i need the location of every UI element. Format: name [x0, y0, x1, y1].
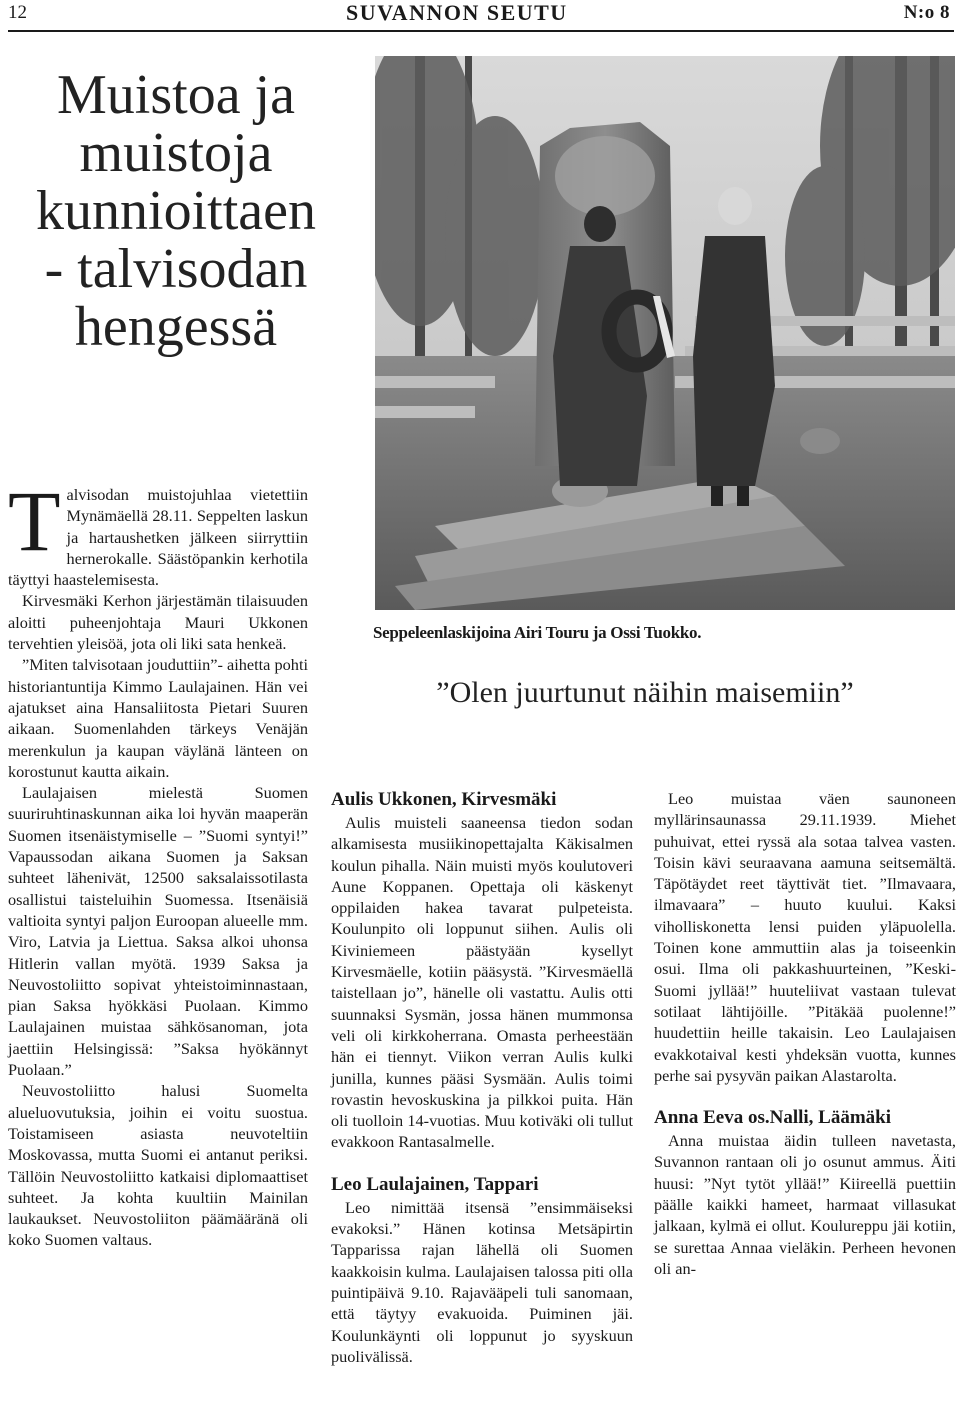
article-paragraph: Neuvostoliitto halusi Suomelta alueluovutuksia, joihin ei voitu suostua. Toistamiseen asiasta neuvoteltiin Moskovassa, mutta Suomi ei antanut periksi. Tällöin Neuvostoliitto katkaisi diplomaattiset suhteet. Ja kohta kuultiin Mainilan laukaukset. Neuvostoliiton päämääränä oli koko Suomen valtaus. — [8, 1081, 308, 1250]
publication-title: SUVANNON SEUTU — [346, 0, 568, 25]
story-heading: Leo Laulajainen, Tappari — [331, 1173, 539, 1195]
story-heading: Anna Eeva os.Nalli, Läämäki — [654, 1107, 892, 1129]
article-body — [8, 473, 308, 1251]
story-paragraph: Aulis muisteli saaneensa tiedon sodan alkamisesta musiikinopettajalta Käkisalmen koulun pihalla. Näin muisti myös koulutoveri Aune Koppanen. Opettaja oli käskenyt oppilaiden hakea tavarat pulpeteista. Koulunpito oli loppunut siihen. Aulis oli Kiviniemeen päästyään kysellyt Kirvesmäelle, kotiin pääsystä. ”Kirvesmäellä taistellaan jo”, hänelle oli vastattu. Aulis otti suunnaksi Sysmän, jossa hänen mummonsa veli oli kirkkoherrana. Omasta perheestään hän ei tiennyt. Viikon verran Aulis kulki junilla, kunnes pääsi Sysmään. Aulis toimi rovastin hevoskuskina ja pilkkoi puita. Hän oli tuolloin 14-vuotias. Muu kotiväki oli tullut evakkoon Rantasalmelle. — [331, 813, 633, 1152]
section-gap — [654, 1086, 956, 1106]
story-paragraph: Anna muistaa äidin tulleen navetasta, Suvannon rantaan oli jo osunut ammus. Äiti huusi: ”Nyt tytöt yllää!” Kiireellä puettiin päälle kaikki hameet, harmaat villasukat jalkaan, kylmä ei ollut. Koulureppu jäi kotiin, se surettaa Annaa vieläkin. Perheen hevonen oli an- — [654, 1131, 956, 1278]
article-paragraph: Talvisodan muistojuhlaa vietettiin Mynämäellä 28.11. Seppelten laskun ja hartaushetken jälkeen siirryttiin hernerokalle. Säästöpankin kerhotila täyttyi haastelemisesta. — [8, 473, 308, 590]
article-paragraph: ”Miten talvisotaan jouduttiin”- aihetta pohti historiantuntija Kimmo Laulajainen. Hän vei ajatukset aina Hansaliitosta Pietari Suuren aikaan. Suomenlahden tärkeys Venäjän merenkulun ja kaupan väylänä länteen on korostunut kautta aikain. — [8, 655, 308, 781]
article-paragraph: Kirvesmäki Kerhon järjestämän tilaisuuden aloitti puheenjohtaja Mauri Ukkonen tervehtien yleisöä, jota oli liki sata henkeä. — [8, 591, 308, 654]
story-paragraph: Leo nimittää itsensä ”ensimmäiseksi evakoksi.” Hänen kotinsa Metsäpirtin Tapparissa rajan lähellä oli Suomen kaakkoisin kulma. Laulajaisen talossa piti olla puintipäivä 9.10. Rajavääpeli tuli sanomaan, että täytyy evakuoida. Puiminen jäi. Koulunkäynti oli loppunut jo syyskuun puolivälissä. — [331, 1197, 633, 1366]
article-headline — [6, 66, 346, 356]
story-column-2 — [331, 788, 633, 1367]
headline-line: hengessä — [74, 296, 278, 358]
issue-number: N:o 8 — [903, 2, 950, 23]
headline-line: Muistoa ja — [57, 64, 295, 126]
header-rule — [8, 30, 954, 32]
headline-line: kunnioittaen — [36, 180, 316, 242]
story-heading: Aulis Ukkonen, Kirvesmäki — [331, 789, 557, 810]
headline-line: - talvisodan — [44, 238, 308, 300]
page-number: 12 — [8, 2, 27, 23]
story-column-3 — [654, 788, 956, 1279]
section-gap — [331, 1153, 633, 1173]
photo-caption: Seppeleenlaskijoina Airi Touru ja Ossi Tuokko. — [373, 623, 702, 642]
article-paragraph: Laulajaisen mielestä Suomen suuriruhtinaskunnan aika loi hyvän maaperän Suomen itsenäistymiselle – ”Suomi syntyi!” Vapaussodan aikana Suomen ja Saksan suhteet lähenivät, 12500 saksalaissotilasta osallistui taisteluihin Suomessa. Itsenäisiä valtioita syntyi paljon Euroopan alueelle mm. Viro, Latvia ja Liettua. Saksa alkoi uhonsa Hitlerin vallan myötä. 1939 Saksa ja Neuvostoliitto sopivat yhteistoiminnastaan, pian Saksa hyökkäsi Puolaan. Kimmo Laulajainen muistaa sähkösanoman, jota jaettiin Helsingissä: ”Saksa hyökännyt Puolaan.” — [8, 783, 308, 1080]
drop-cap: T — [8, 473, 61, 569]
story-paragraph: Leo muistaa väen saunoneen myllärinsaunassa 29.11.1939. Miehet puhuivat, ettei ryssä ala sotaa talvea vasten. Toisin kävi seuraavana aamuna seitsemältä. Täpötäydet reet täyttivät tiet. ”Ilmavaara, ilmavaara” – huuto kuului. Kaksi viholliskonetta lensi puiden yläpuolella. Toinen kone ammuttiin alas ja toiseenkin osui. Ilma oli pakkashuurteinen, ”Keski-Suomi jyllää!” huuteliivat vastaan tulevat sotilaat lähtijöille. ”Pitäkää puolenne!” huudettiin heille takaisin. Leo Laulajaisen evakkotaival kesti yhdeksän vuotta, kunnes perhe sai pysyvän paikan Alastarolta. — [654, 789, 956, 1085]
headline-line: muistoja — [79, 122, 273, 184]
memorial-photo-illustration — [375, 56, 955, 610]
pull-quote: ”Olen juurtunut näihin maisemiin” — [436, 676, 854, 709]
memorial-photo — [375, 56, 955, 610]
